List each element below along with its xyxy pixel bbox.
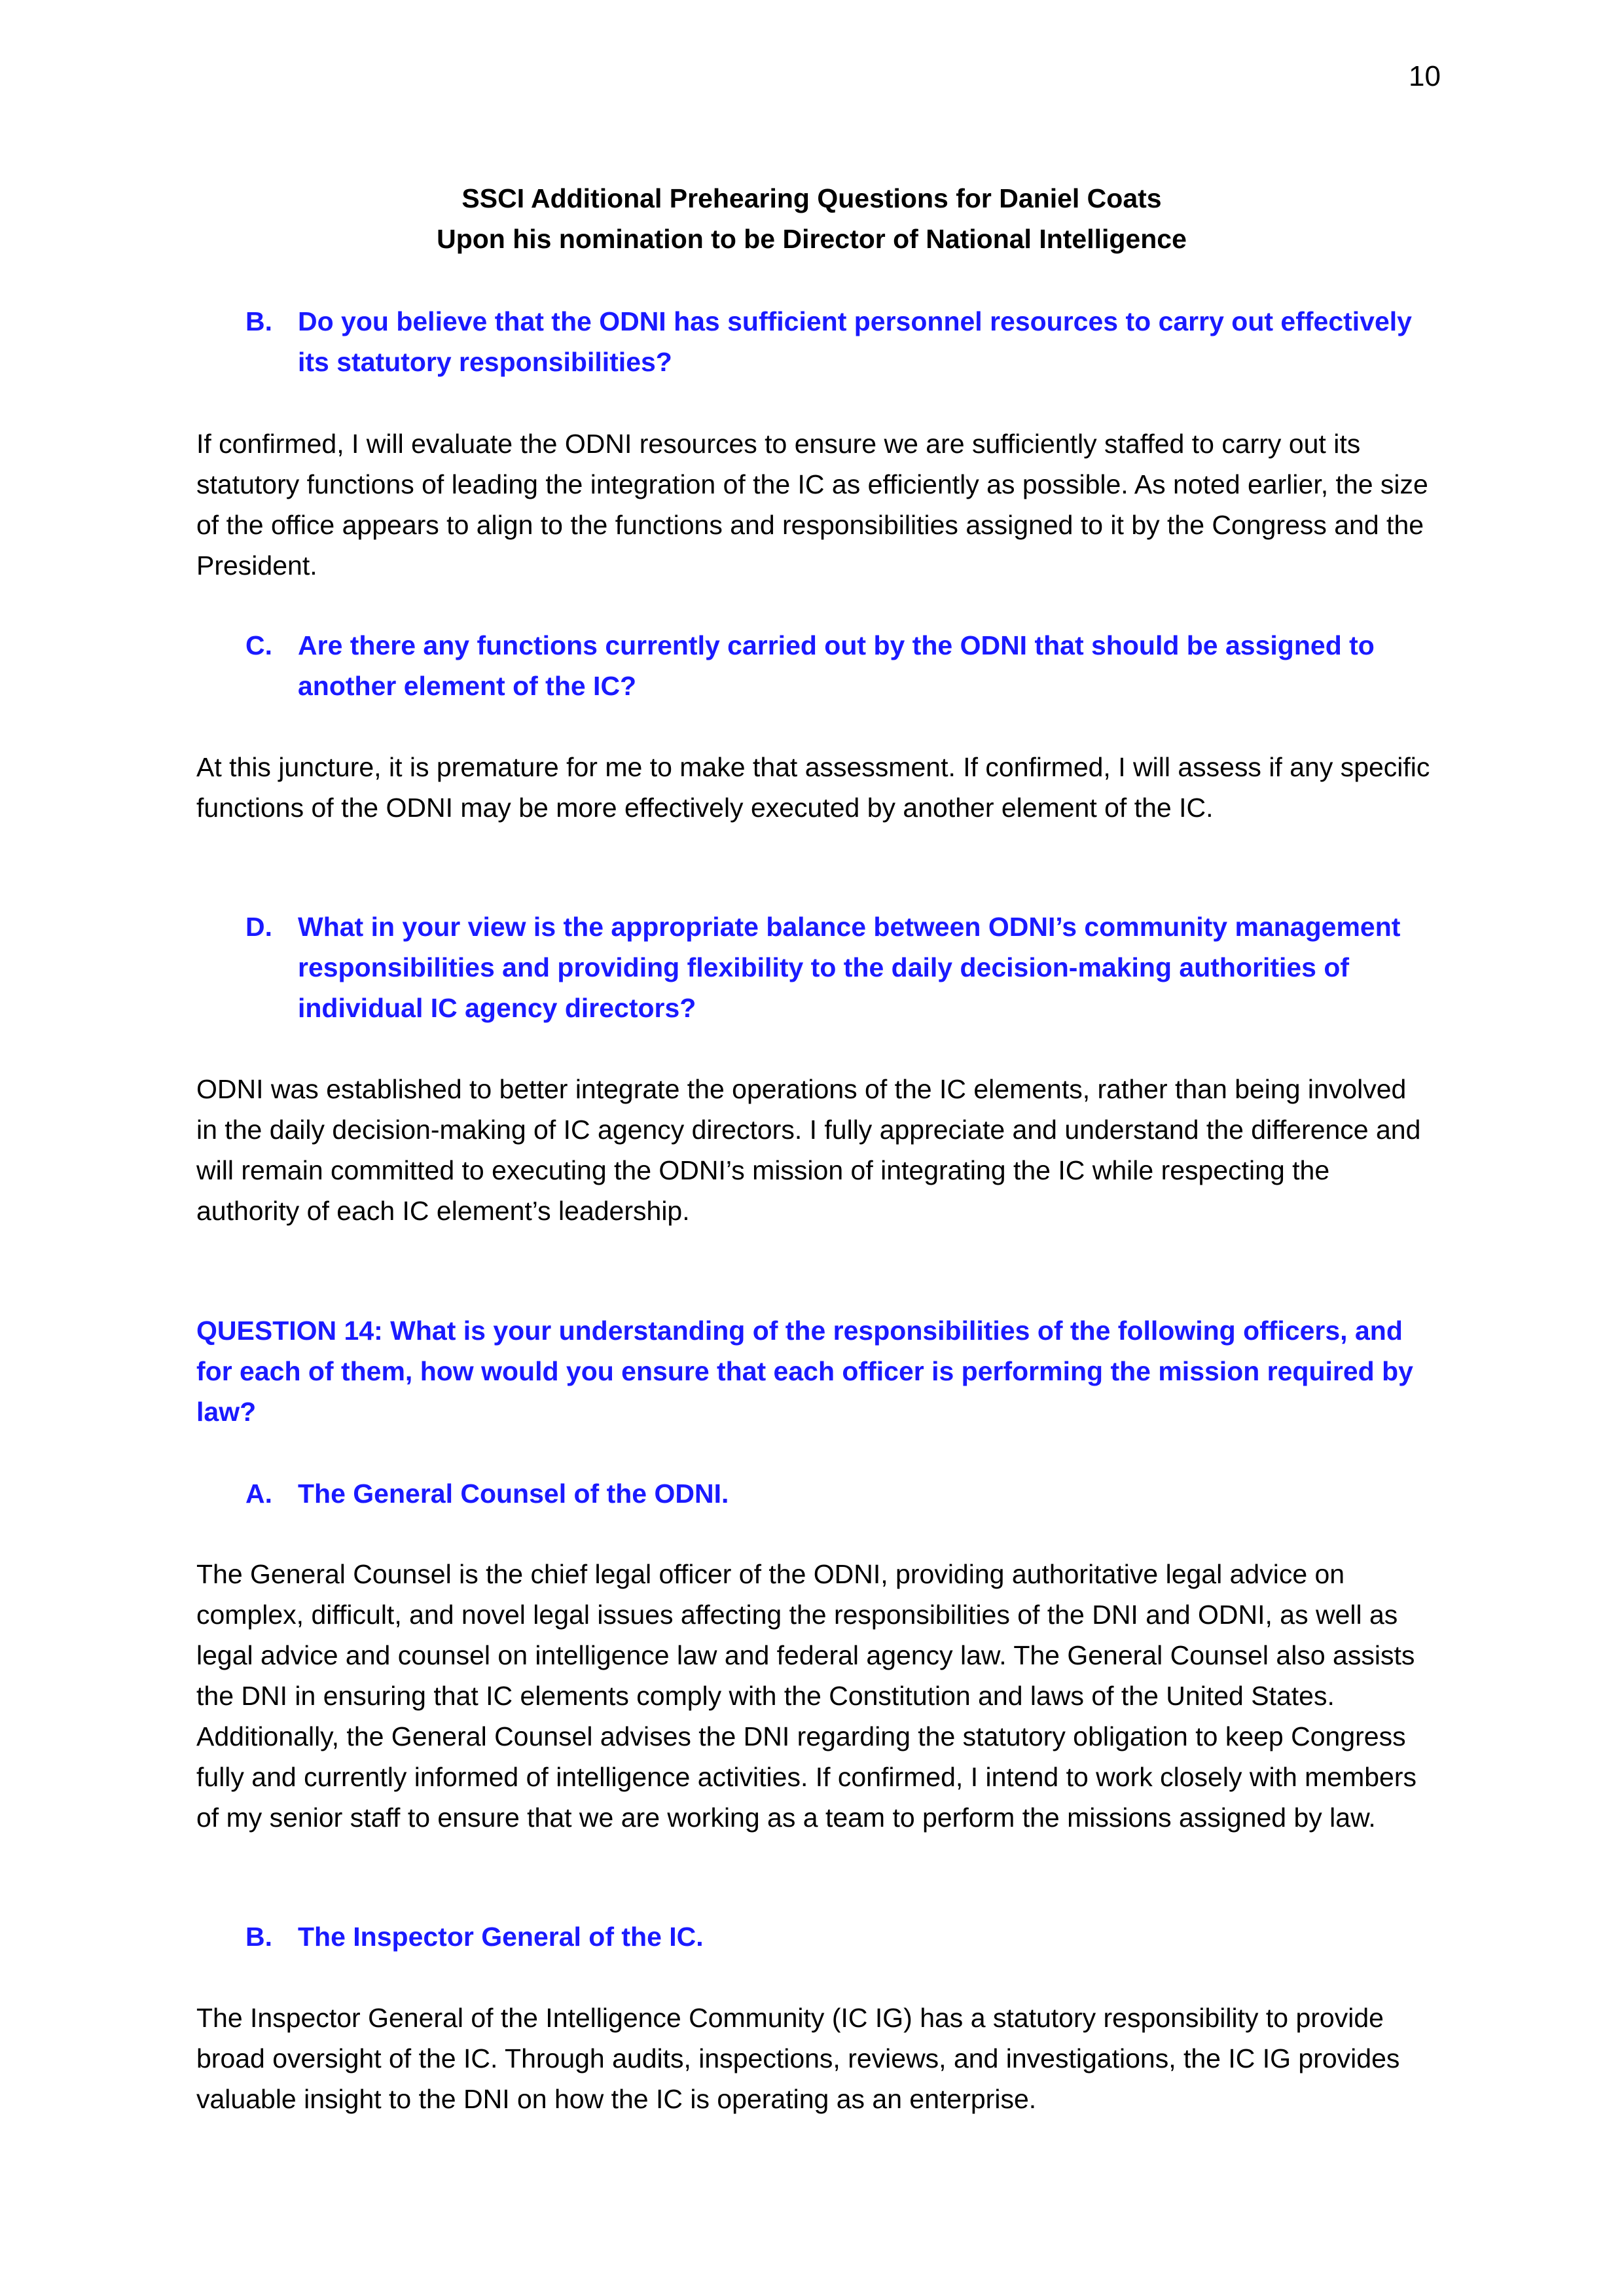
answer-d: ODNI was established to better integrate the operations of the IC elements, rather than being involved in the daily decision-making of IC agency directors. I fully appreciate and understand the difference and will remain committed to executing the ODNI’s mission of integrating the IC while respecting the authority of each IC element’s leadership. (196, 1074, 1421, 1226)
question-d-text: What in your view is the appropriate balance between ODNI’s community management responsibilities and providing flexibility to the daily decision-making authorities of individual IC agency directors? (298, 912, 1401, 1023)
document-header (196, 178, 1427, 259)
question-14-a-marker: A. (245, 1479, 272, 1509)
answer-14-a: The General Counsel is the chief legal officer of the ODNI, providing authoritative legal advice on complex, difficult, and novel legal issues affecting the responsibilities of the DNI and ODNI, as well as legal advice and counsel on intelligence law and federal agency law. The General Counsel also assists the DNI in ensuring that IC elements comply with the Constitution and laws of the United States. Additionally, the General Counsel advises the DNI regarding the statutory obligation to keep Congress fully and currently informed of intelligence activities. If confirmed, I intend to work closely with members of my senior staff to ensure that we are working as a team to perform the missions assigned by law. (196, 1559, 1416, 1833)
question-14-b (245, 1916, 1424, 1957)
page-number: 10 (1409, 60, 1441, 92)
answer-c: At this juncture, it is premature for me to make that assessment. If confirmed, I will assess if any specific functions of the ODNI may be more effectively executed by another element of the IC. (196, 752, 1430, 823)
question-b (245, 301, 1424, 382)
question-d-marker: D. (245, 912, 272, 942)
answer-14-b: The Inspector General of the Intelligence Community (IC IG) has a statutory responsibility to provide broad oversight of the IC. Through audits, inspections, reviews, and investigations, the IC IG provides valuable insight to the DNI on how the IC is operating as an enterprise. (196, 2003, 1400, 2114)
answer-b: If confirmed, I will evaluate the ODNI resources to ensure we are sufficiently staffed to carry out its statutory functions of leading the integration of the IC as efficiently as possible. As noted earlier, the size of the office appears to align to the functions and responsibilities assigned to it by the Congress and the President. (196, 429, 1428, 581)
question-14-b-marker: B. (245, 1922, 272, 1952)
question-14-a (245, 1473, 1424, 1514)
question-c (245, 625, 1424, 706)
question-14: QUESTION 14: What is your understanding of the responsibilities of the following officers, and for each of them, how would you ensure that each officer is performing the mission required by law? (196, 1316, 1413, 1427)
header-subtitle-line: Upon his nomination to be Director of National Intelligence (437, 224, 1187, 254)
question-14-a-text: The General Counsel of the ODNI. (298, 1479, 729, 1509)
question-14-b-text: The Inspector General of the IC. (298, 1922, 704, 1952)
question-d (245, 906, 1424, 1028)
question-c-marker: C. (245, 630, 272, 660)
question-c-text: Are there any functions currently carried out by the ODNI that should be assigned to another element of the IC? (298, 630, 1375, 701)
question-b-marker: B. (245, 306, 272, 336)
header-title-line: SSCI Additional Prehearing Questions for Daniel Coats (461, 183, 1162, 213)
question-b-text: Do you believe that the ODNI has sufficient personnel resources to carry out effectively its statutory responsibilities? (298, 306, 1412, 377)
